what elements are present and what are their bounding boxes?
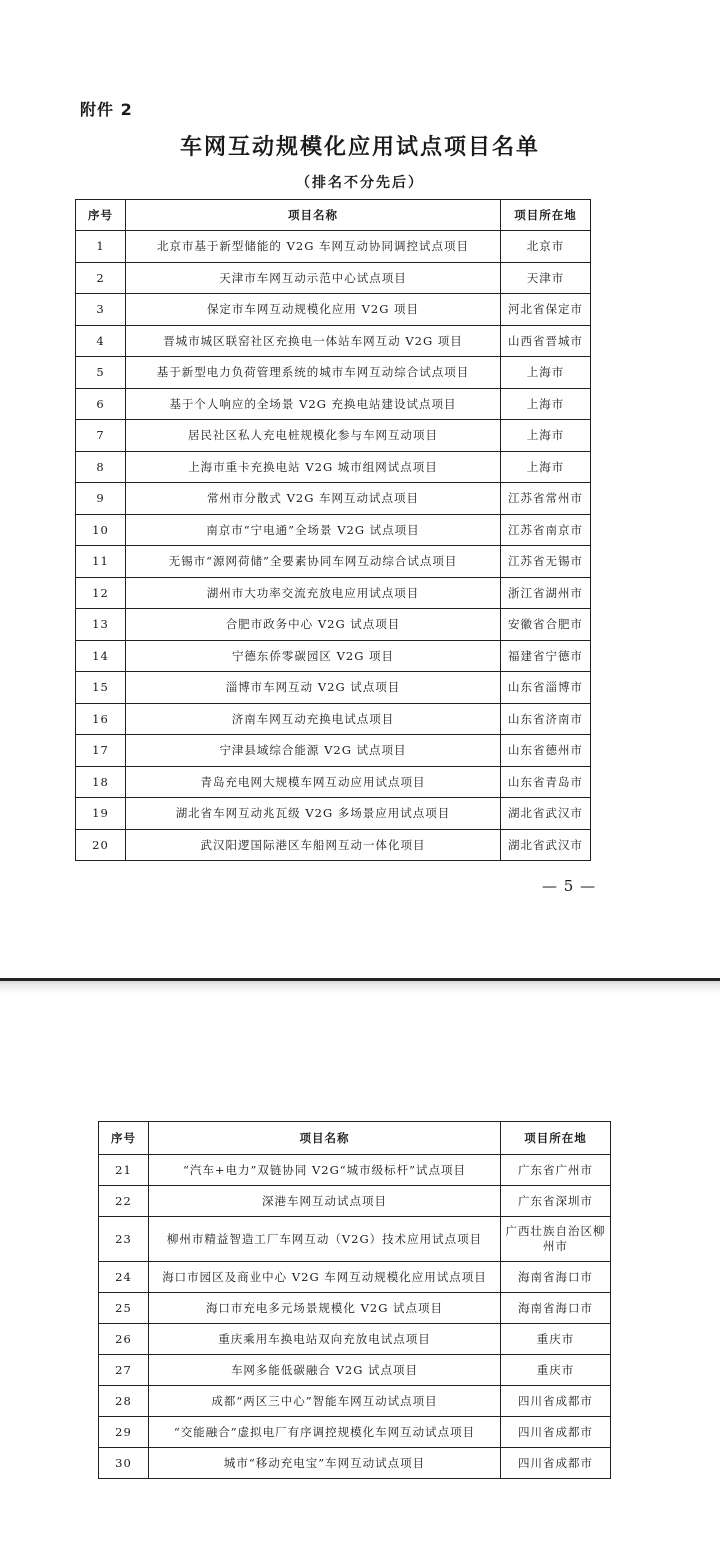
row-location: 广东省深圳市 xyxy=(501,1186,611,1217)
row-index: 8 xyxy=(76,451,126,483)
table-row xyxy=(99,1355,611,1386)
row-project-name: 深港车网互动试点项目 xyxy=(149,1186,501,1217)
row-location: 上海市 xyxy=(501,357,591,389)
row-project-name: 居民社区私人充电桩规模化参与车网互动项目 xyxy=(126,420,501,452)
row-index: 12 xyxy=(76,577,126,609)
table-header-row xyxy=(76,200,591,231)
row-project-name: 城市“移动充电宝”车网互动试点项目 xyxy=(149,1448,501,1479)
row-index: 18 xyxy=(76,766,126,798)
row-location: 天津市 xyxy=(501,262,591,294)
row-location: 山东省淄博市 xyxy=(501,672,591,704)
table-row xyxy=(76,577,591,609)
row-location: 四川省成都市 xyxy=(501,1448,611,1479)
table-row xyxy=(76,640,591,672)
document-title: 车网互动规模化应用试点项目名单 xyxy=(179,134,540,160)
row-location: 福建省宁德市 xyxy=(501,640,591,672)
row-index: 16 xyxy=(76,703,126,735)
row-location: 江苏省南京市 xyxy=(501,514,591,546)
row-location: 广东省广州市 xyxy=(501,1155,611,1186)
table-row xyxy=(76,735,591,767)
table-row xyxy=(76,420,591,452)
row-project-name: 晋城市城区联窑社区充换电一体站车网互动 V2G 项目 xyxy=(126,325,501,357)
row-index: 3 xyxy=(76,294,126,326)
row-project-name: 基于个人响应的全场景 V2G 充换电站建设试点项目 xyxy=(126,388,501,420)
row-project-name: 常州市分散式 V2G 车网互动试点项目 xyxy=(126,483,501,515)
row-location: 广西壮族自治区柳州市 xyxy=(501,1217,611,1262)
row-location: 重庆市 xyxy=(501,1355,611,1386)
row-location: 上海市 xyxy=(501,451,591,483)
project-table-part-2 xyxy=(98,1121,611,1479)
row-index: 29 xyxy=(99,1417,149,1448)
row-location: 四川省成都市 xyxy=(501,1386,611,1417)
table-row xyxy=(99,1293,611,1324)
row-project-name: 天津市车网互动示范中心试点项目 xyxy=(126,262,501,294)
row-project-name: 无锡市“源网荷储”全要素协同车网互动综合试点项目 xyxy=(126,546,501,578)
table-row xyxy=(99,1386,611,1417)
row-project-name: 重庆乘用车换电站双向充放电试点项目 xyxy=(149,1324,501,1355)
row-index: 2 xyxy=(76,262,126,294)
table-row xyxy=(99,1448,611,1479)
row-project-name: 济南车网互动充换电试点项目 xyxy=(126,703,501,735)
row-project-name: 合肥市政务中心 V2G 试点项目 xyxy=(126,609,501,641)
row-index: 5 xyxy=(76,357,126,389)
document-subtitle: （排名不分先后） xyxy=(296,175,424,191)
table-row xyxy=(76,546,591,578)
row-location: 山东省德州市 xyxy=(501,735,591,767)
row-index: 30 xyxy=(99,1448,149,1479)
table-row xyxy=(99,1186,611,1217)
row-index: 19 xyxy=(76,798,126,830)
row-location: 海南省海口市 xyxy=(501,1293,611,1324)
row-project-name: 车网多能低碳融合 V2G 试点项目 xyxy=(149,1355,501,1386)
row-project-name: 基于新型电力负荷管理系统的城市车网互动综合试点项目 xyxy=(126,357,501,389)
row-location: 上海市 xyxy=(501,388,591,420)
row-project-name: 柳州市精益智造工厂车网互动（V2G）技术应用试点项目 xyxy=(149,1217,501,1262)
row-index: 6 xyxy=(76,388,126,420)
table-row xyxy=(76,609,591,641)
row-location: 江苏省常州市 xyxy=(501,483,591,515)
row-index: 27 xyxy=(99,1355,149,1386)
row-index: 15 xyxy=(76,672,126,704)
row-project-name: 北京市基于新型储能的 V2G 车网互动协同调控试点项目 xyxy=(126,231,501,263)
row-project-name: 淄博市车网互动 V2G 试点项目 xyxy=(126,672,501,704)
table-row xyxy=(99,1324,611,1355)
table-row xyxy=(76,798,591,830)
row-project-name: 上海市重卡充换电站 V2G 城市组网试点项目 xyxy=(126,451,501,483)
row-index: 1 xyxy=(76,231,126,263)
table-row xyxy=(76,357,591,389)
header-project-name: 项目名称 xyxy=(149,1122,501,1155)
row-location: 北京市 xyxy=(501,231,591,263)
table-row xyxy=(76,672,591,704)
page-number: — 5 — xyxy=(542,877,597,895)
row-index: 13 xyxy=(76,609,126,641)
row-index: 20 xyxy=(76,829,126,861)
table-row xyxy=(99,1155,611,1186)
row-project-name: 宁津县域综合能源 V2G 试点项目 xyxy=(126,735,501,767)
table-header-row xyxy=(99,1122,611,1155)
table-row xyxy=(76,514,591,546)
row-index: 28 xyxy=(99,1386,149,1417)
table-row xyxy=(76,294,591,326)
row-project-name: 青岛充电网大规模车网互动应用试点项目 xyxy=(126,766,501,798)
row-location: 浙江省湖州市 xyxy=(501,577,591,609)
row-index: 24 xyxy=(99,1262,149,1293)
table-row xyxy=(76,483,591,515)
row-location: 湖北省武汉市 xyxy=(501,829,591,861)
row-index: 11 xyxy=(76,546,126,578)
row-location: 安徽省合肥市 xyxy=(501,609,591,641)
row-location: 山东省济南市 xyxy=(501,703,591,735)
row-project-name: “汽车+电力”双链协同 V2G“城市级标杆”试点项目 xyxy=(149,1155,501,1186)
row-location: 河北省保定市 xyxy=(501,294,591,326)
row-location: 山东省青岛市 xyxy=(501,766,591,798)
row-project-name: 南京市“宁电通”全场景 V2G 试点项目 xyxy=(126,514,501,546)
row-location: 山西省晋城市 xyxy=(501,325,591,357)
row-project-name: “交能融合”虚拟电厂有序调控规模化车网互动试点项目 xyxy=(149,1417,501,1448)
row-index: 22 xyxy=(99,1186,149,1217)
row-project-name: 海口市园区及商业中心 V2G 车网互动规模化应用试点项目 xyxy=(149,1262,501,1293)
table-row xyxy=(99,1417,611,1448)
row-location: 海南省海口市 xyxy=(501,1262,611,1293)
row-index: 7 xyxy=(76,420,126,452)
row-project-name: 成都“两区三中心”智能车网互动试点项目 xyxy=(149,1386,501,1417)
row-index: 21 xyxy=(99,1155,149,1186)
row-index: 26 xyxy=(99,1324,149,1355)
header-index: 序号 xyxy=(99,1122,149,1155)
row-location: 江苏省无锡市 xyxy=(501,546,591,578)
table-row xyxy=(76,388,591,420)
row-project-name: 湖州市大功率交流充放电应用试点项目 xyxy=(126,577,501,609)
table-row xyxy=(99,1217,611,1262)
header-index: 序号 xyxy=(76,200,126,231)
row-index: 14 xyxy=(76,640,126,672)
row-project-name: 宁德东侨零碳园区 V2G 项目 xyxy=(126,640,501,672)
row-index: 4 xyxy=(76,325,126,357)
page-separator xyxy=(0,978,720,994)
table-row xyxy=(76,703,591,735)
row-index: 17 xyxy=(76,735,126,767)
table-row xyxy=(76,231,591,263)
table-row xyxy=(76,325,591,357)
row-index: 23 xyxy=(99,1217,149,1262)
table-row xyxy=(76,766,591,798)
table-row xyxy=(76,829,591,861)
row-index: 25 xyxy=(99,1293,149,1324)
table-row xyxy=(99,1262,611,1293)
table-row xyxy=(76,262,591,294)
row-location: 湖北省武汉市 xyxy=(501,798,591,830)
attachment-label: 附件 2 xyxy=(80,100,133,119)
row-index: 10 xyxy=(76,514,126,546)
row-location: 上海市 xyxy=(501,420,591,452)
header-project-name: 项目名称 xyxy=(126,200,501,231)
row-project-name: 保定市车网互动规模化应用 V2G 项目 xyxy=(126,294,501,326)
header-location: 项目所在地 xyxy=(501,1122,611,1155)
header-location: 项目所在地 xyxy=(501,200,591,231)
table-row xyxy=(76,451,591,483)
row-project-name: 武汉阳逻国际港区车船网互动一体化项目 xyxy=(126,829,501,861)
project-table-part-1 xyxy=(75,199,591,861)
row-location: 四川省成都市 xyxy=(501,1417,611,1448)
row-location: 重庆市 xyxy=(501,1324,611,1355)
row-project-name: 湖北省车网互动兆瓦级 V2G 多场景应用试点项目 xyxy=(126,798,501,830)
row-project-name: 海口市充电多元场景规模化 V2G 试点项目 xyxy=(149,1293,501,1324)
row-index: 9 xyxy=(76,483,126,515)
